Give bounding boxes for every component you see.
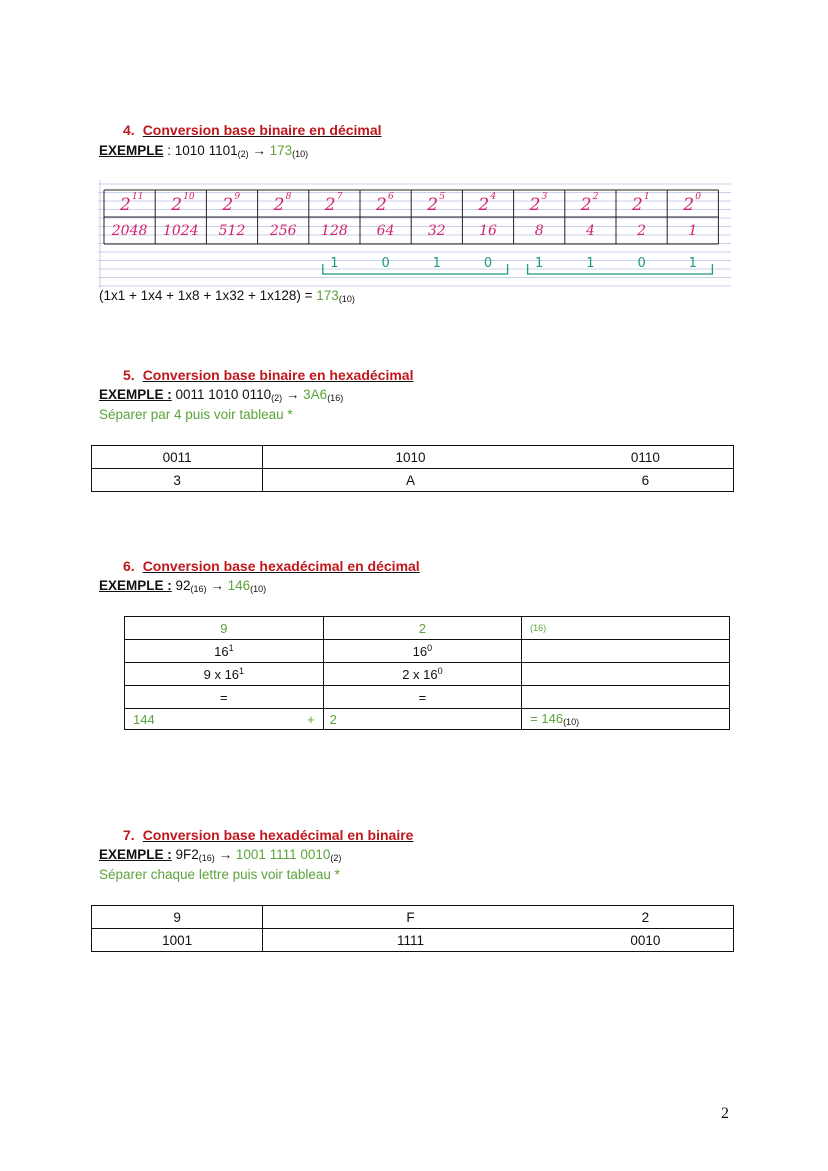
power-base: 2 xyxy=(683,195,695,215)
cell-text: 16 xyxy=(214,644,229,659)
table-cell xyxy=(558,906,734,929)
table-cell xyxy=(125,617,324,640)
power-value: 16 xyxy=(479,223,497,239)
table-row xyxy=(125,709,730,730)
power-exponent: 5 xyxy=(439,192,445,202)
cell-text: 16 xyxy=(412,644,428,659)
table-cell xyxy=(125,663,324,686)
section-number: 5. xyxy=(123,367,135,383)
cell-text: 9 xyxy=(173,909,181,925)
power-base: 2 xyxy=(273,195,285,215)
power-value: 128 xyxy=(321,223,348,239)
cell-text: 0010 xyxy=(630,932,661,948)
table-cell xyxy=(558,446,734,469)
cell-text: 6 xyxy=(641,472,650,488)
section-7-note: Séparer chaque lettre puis voir tableau * xyxy=(99,867,340,882)
result-value: 173 xyxy=(269,143,293,158)
table-cell xyxy=(92,906,263,929)
cell-text: 0110 xyxy=(630,449,660,465)
power-exponent: 7 xyxy=(336,192,343,202)
example-value: 0011 1010 0110 xyxy=(171,387,272,402)
bit-value: 1 xyxy=(535,256,544,271)
cell-text: = xyxy=(220,689,228,705)
result-value: 1001 1111 0010 xyxy=(235,847,331,862)
handwritten-binary-table xyxy=(98,180,731,288)
table-row xyxy=(92,469,734,492)
section-5-example xyxy=(99,387,343,403)
table-cell xyxy=(263,906,558,929)
power-base: 2 xyxy=(376,195,387,215)
power-base: 2 xyxy=(478,195,490,215)
table-cell xyxy=(522,640,730,663)
power-value: 8 xyxy=(534,223,544,239)
example-base: (2) xyxy=(271,393,283,403)
exponent: 1 xyxy=(228,643,234,653)
example-base: (16) xyxy=(190,584,207,594)
example-base: (16) xyxy=(198,853,215,863)
power-base: 2 xyxy=(632,195,643,215)
cell-base: (10) xyxy=(563,717,580,727)
power-base: 2 xyxy=(580,195,592,215)
section-5-note: Séparer par 4 puis voir tableau * xyxy=(99,407,293,422)
table-cell xyxy=(263,469,558,492)
result-base: (16) xyxy=(327,393,344,403)
binary-hex-table xyxy=(91,445,734,492)
example-label: EXEMPLE : xyxy=(99,847,172,862)
cell-text: = xyxy=(418,689,427,705)
power-exponent: 9 xyxy=(234,192,241,202)
table-cell xyxy=(323,640,521,663)
cell-text: 1111 xyxy=(396,932,425,948)
cell-text: 0011 xyxy=(162,449,192,465)
table-cell xyxy=(522,709,730,730)
power-base: 2 xyxy=(120,195,131,215)
table-cell xyxy=(125,709,324,730)
cell-text: 144 xyxy=(133,711,155,727)
result-value: 3A6 xyxy=(303,387,328,402)
arrow-icon: → xyxy=(285,387,300,402)
power-exponent: 4 xyxy=(490,192,497,202)
cell-text: A xyxy=(405,472,415,488)
hex-binary-table xyxy=(91,905,734,952)
cell-text: 9 xyxy=(220,620,228,636)
power-base: 2 xyxy=(324,195,336,215)
hex-decimal-table xyxy=(124,616,730,730)
table-cell xyxy=(92,929,263,952)
power-base: 2 xyxy=(427,195,439,215)
power-exponent: 2 xyxy=(592,192,599,202)
section-4-formula xyxy=(99,288,355,304)
power-exponent: 11 xyxy=(132,192,144,202)
table-row xyxy=(92,906,734,929)
table-row xyxy=(125,663,730,686)
section-title: Conversion base hexadécimal en binaire xyxy=(142,827,414,843)
cell-text: 2 xyxy=(641,909,650,925)
example-value: 9F2 xyxy=(171,847,199,862)
section-number: 4. xyxy=(123,122,135,138)
power-exponent: 3 xyxy=(541,192,548,202)
exponent: 0 xyxy=(437,666,443,676)
bit-value: 1 xyxy=(330,256,339,271)
bit-value: 0 xyxy=(381,256,390,271)
section-title: Conversion base binaire en décimal xyxy=(142,122,382,138)
table-cell xyxy=(323,686,521,709)
arrow-icon: → xyxy=(252,143,266,158)
section-title: Conversion base binaire en hexadécimal xyxy=(142,367,414,383)
table-cell xyxy=(92,469,263,492)
table-cell xyxy=(125,686,324,709)
power-base: 2 xyxy=(222,195,234,215)
cell-text: 2 xyxy=(418,620,427,636)
plus-sign: + xyxy=(307,712,315,727)
table-cell xyxy=(125,640,324,663)
section-6-example xyxy=(99,578,266,594)
cell-text: F xyxy=(406,909,415,925)
power-base: 2 xyxy=(171,195,183,215)
example-label: EXEMPLE : xyxy=(99,578,172,593)
table-row xyxy=(125,617,730,640)
table-row xyxy=(92,929,734,952)
result-base: (2) xyxy=(330,853,342,863)
arrow-icon: → xyxy=(210,578,224,593)
notebook-drawing xyxy=(98,180,731,288)
table-cell xyxy=(263,446,558,469)
power-exponent: 8 xyxy=(285,192,292,202)
section-4-heading xyxy=(123,122,382,138)
table-cell xyxy=(558,469,734,492)
table-cell xyxy=(522,663,730,686)
page-number: 2 xyxy=(721,1105,729,1122)
section-title: Conversion base hexadécimal en décimal xyxy=(142,558,420,574)
example-base: (2) xyxy=(237,149,249,159)
formula-text: (1x1 + 1x4 + 1x8 + 1x32 + 1x128) = xyxy=(99,288,317,303)
cell-text: 1010 xyxy=(395,449,426,465)
power-exponent: 10 xyxy=(183,192,195,202)
power-value: 1024 xyxy=(162,223,199,239)
power-value: 256 xyxy=(269,223,297,239)
exponent: 1 xyxy=(239,666,245,676)
power-exponent: 6 xyxy=(388,192,394,202)
power-value: 4 xyxy=(585,223,595,239)
bit-value: 1 xyxy=(586,256,595,271)
table-cell xyxy=(558,929,734,952)
table-row xyxy=(125,686,730,709)
example-value: 1010 1101 xyxy=(174,143,238,158)
section-6-heading xyxy=(123,558,420,574)
cell-text: 2 xyxy=(329,711,337,727)
cell-text: 3 xyxy=(173,472,181,488)
formula-result: 173 xyxy=(316,288,339,303)
result-base: (10) xyxy=(250,584,267,594)
result-value: 146 xyxy=(227,578,251,593)
bit-value: 0 xyxy=(637,256,646,271)
table-row xyxy=(92,446,734,469)
cell-text: 1001 xyxy=(162,932,193,948)
power-exponent: 1 xyxy=(644,192,650,202)
example-separator: : xyxy=(163,143,175,158)
formula-base: (10) xyxy=(338,294,355,304)
table-row xyxy=(125,640,730,663)
table-cell xyxy=(323,617,521,640)
power-value: 64 xyxy=(376,223,395,239)
bit-value: 1 xyxy=(432,256,441,271)
power-base: 2 xyxy=(529,195,541,215)
table-cell xyxy=(323,709,521,730)
table-cell xyxy=(323,663,521,686)
power-value: 2048 xyxy=(111,223,148,239)
power-value: 512 xyxy=(218,223,246,239)
section-4-example xyxy=(99,143,308,159)
table-cell xyxy=(522,617,730,640)
section-7-heading xyxy=(123,827,413,843)
result-base: (10) xyxy=(292,149,309,159)
section-7-example xyxy=(99,847,341,863)
example-label: EXEMPLE : xyxy=(99,387,172,402)
cell-text: 9 x 16 xyxy=(203,667,240,682)
example-label: EXEMPLE xyxy=(99,143,164,158)
section-5-heading xyxy=(123,367,413,383)
power-value: 2 xyxy=(637,223,647,239)
section-number: 6. xyxy=(123,558,135,574)
power-value: 1 xyxy=(688,223,698,239)
example-value: 92 xyxy=(171,578,191,593)
table-cell xyxy=(263,929,558,952)
cell-text: = 146 xyxy=(530,711,564,726)
cell-text: (16) xyxy=(530,623,547,633)
table-cell xyxy=(92,446,263,469)
section-number: 7. xyxy=(123,827,135,843)
arrow-icon: → xyxy=(218,847,233,862)
bit-value: 0 xyxy=(483,256,493,271)
exponent: 0 xyxy=(427,643,433,653)
table-cell xyxy=(522,686,730,709)
bit-value: 1 xyxy=(688,256,697,271)
power-value: 32 xyxy=(427,223,446,239)
power-exponent: 0 xyxy=(695,192,701,202)
cell-text: 2 x 16 xyxy=(402,667,438,682)
